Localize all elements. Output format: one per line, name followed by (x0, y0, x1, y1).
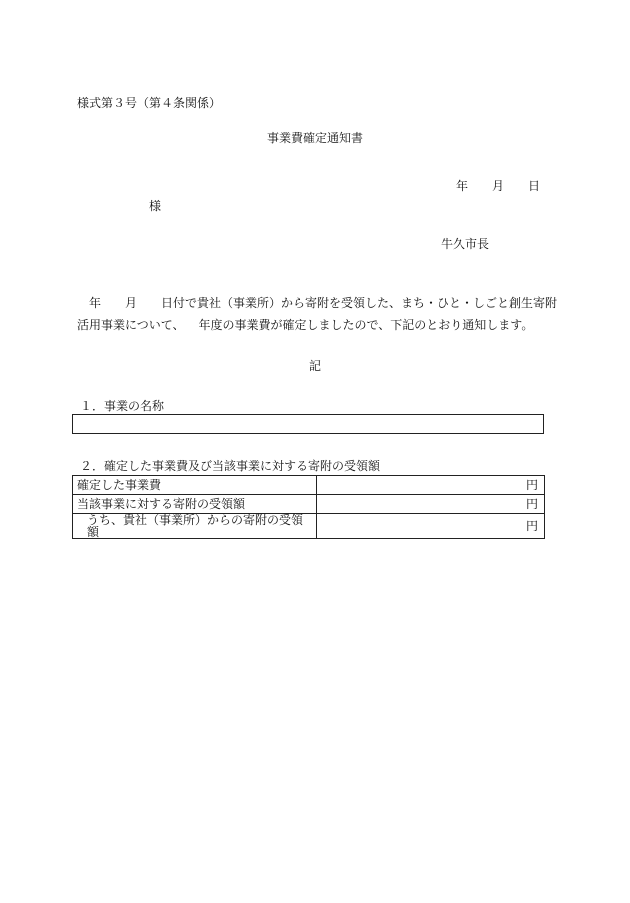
body-month: 月 (125, 296, 138, 310)
row-label: 確定した事業費 (73, 476, 317, 495)
body-text-2b: 年度の事業費が確定しましたので、下記のとおり通知します。 (198, 318, 534, 332)
body-text-line-1 (77, 297, 557, 309)
table-row (73, 514, 545, 539)
row-amount-unit[interactable]: 円 (317, 514, 545, 539)
project-name-field[interactable] (72, 414, 544, 434)
ki-heading: 記 (308, 359, 321, 373)
row-amount-unit[interactable]: 円 (317, 476, 545, 495)
row-label: うち、貴社（事業所）からの寄附の受領額 (73, 514, 317, 539)
table-row (73, 495, 545, 514)
issuer-name: 牛久市長 (441, 237, 490, 251)
body-text-1-rest: 日付で貴社（事業所）から寄附を受領した、まち・ひと・しごと創生寄附 (161, 296, 558, 310)
date-year: 年 (456, 179, 469, 193)
body-text-2a: 活用事業について、 (77, 318, 185, 332)
table-row (73, 476, 545, 495)
document-title: 事業費確定通知書 (266, 131, 363, 145)
recipient-honorific: 様 (149, 199, 162, 213)
form-number: 様式第３号（第４条関係） (77, 96, 222, 110)
body-year: 年 (89, 296, 102, 310)
row-label: 当該事業に対する寄附の受領額 (73, 495, 317, 514)
date-day: 日 (528, 179, 541, 193)
date-month: 月 (492, 179, 505, 193)
section-1-heading: １．事業の名称 (80, 399, 165, 413)
row-amount-unit[interactable]: 円 (317, 495, 545, 514)
date-line (456, 180, 540, 192)
section-2-heading: ２．確定した事業費及び当該事業に対する寄附の受領額 (80, 459, 381, 473)
amounts-table (72, 475, 545, 539)
body-text-line-2 (77, 319, 533, 331)
